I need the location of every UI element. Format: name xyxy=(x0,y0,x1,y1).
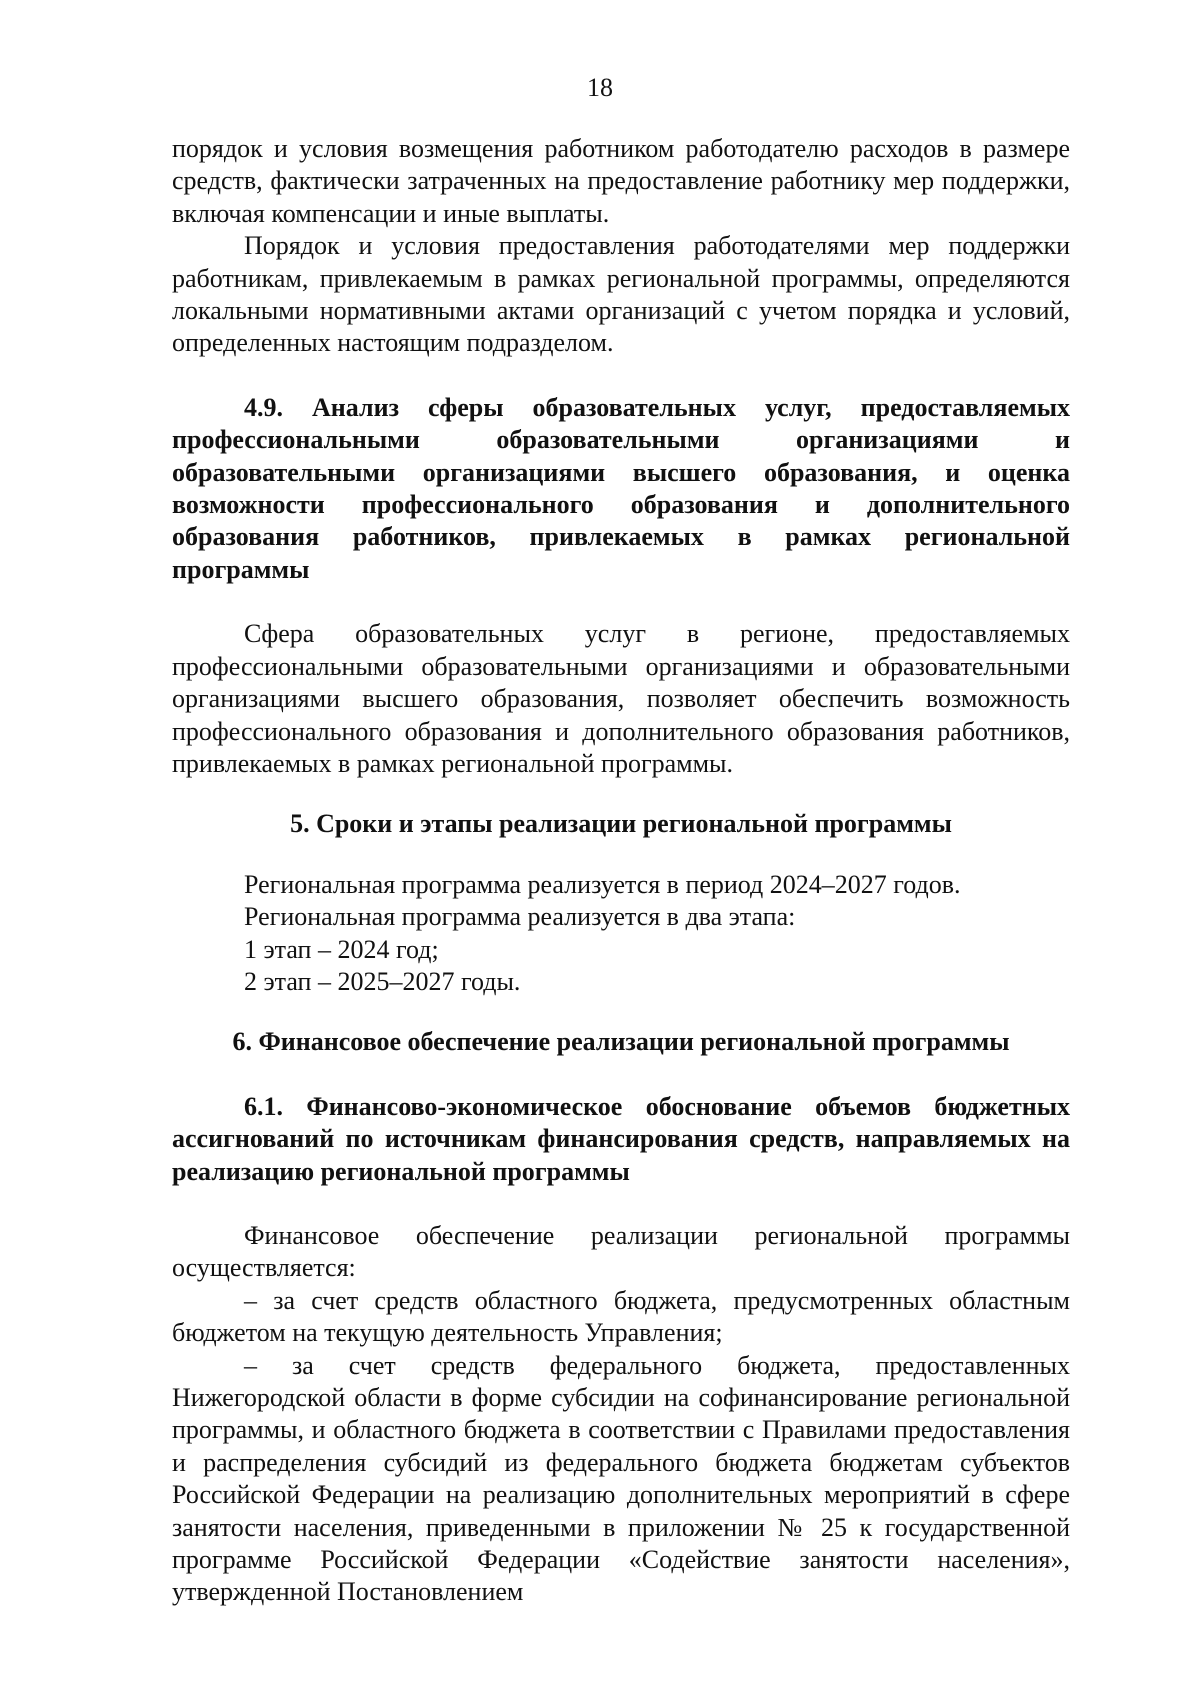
paragraph-reimbursement: порядок и условия возмещения работником работодателю расходов в размере средств, фактически затраченных на предоставление работнику мер поддержки, включая компенсации и иные выплаты. xyxy=(172,134,1070,228)
paragraph-stage-2: 2 этап – 2025–2027 годы. xyxy=(244,966,521,996)
paragraph-period: Региональная программа реализуется в период 2024–2027 годов. xyxy=(244,869,961,899)
paragraph-education-services: Сфера образовательных услуг в регионе, предоставляемых профессиональными образовательными организациями и образовательными организациями высшего образования, позволяет обеспечить возможность профессионального образования и дополнительного образования работников, привлекаемых в рамках региональной программы. xyxy=(172,619,1070,778)
heading-section-5: 5. Сроки и этапы реализации региональной программы xyxy=(290,809,952,839)
heading-section-4-9: 4.9. Анализ сферы образовательных услуг, предоставляемых профессиональными образовательными организациями и образовательными организациями высшего образования, и оценка возможности профессионального образования и дополнительного образования работников, привлекаемых в рамках региональной программы xyxy=(172,392,1070,584)
heading-section-6-1: 6.1. Финансово-экономическое обоснование объемов бюджетных ассигнований по источникам финансирования средств, направляемых на реализацию региональной программы xyxy=(172,1091,1070,1186)
paragraph-support-procedure: Порядок и условия предоставления работодателями мер поддержки работникам, привлекаемым в рамках региональной программы, определяются локальными нормативными актами организаций с учетом порядка и условий, определенных настоящим подразделом. xyxy=(172,231,1070,358)
paragraph-stages: Региональная программа реализуется в два этапа: xyxy=(244,902,796,932)
paragraph-financing-intro: Финансовое обеспечение реализации региональной программы осуществляется: xyxy=(172,1220,1070,1283)
document-body xyxy=(172,133,1070,1609)
paragraph-stage-1: 1 этап – 2024 год; xyxy=(244,934,439,964)
list-item-federal-budget: – за счет средств федерального бюджета, предоставленных Нижегородской области в форме субсидии на софинансирование региональной программы, и областного бюджета в соответствии с Правилами предоставления и распределения субсидий из федерального бюджета бюджетам субъектов Российской Федерации на реализацию дополнительных мероприятий в сфере занятости населения, приведенными в приложении № 25 к государственной программе Российской Федерации «Содействие занятости населения», утвержденной Постановлением xyxy=(172,1350,1070,1607)
list-item-regional-budget: – за счет средств областного бюджета, предусмотренных областным бюджетом на текущую деятельность Управления; xyxy=(172,1285,1070,1348)
heading-section-6: 6. Финансовое обеспечение реализации региональной программы xyxy=(232,1027,1010,1057)
page-number: 18 xyxy=(587,73,613,102)
